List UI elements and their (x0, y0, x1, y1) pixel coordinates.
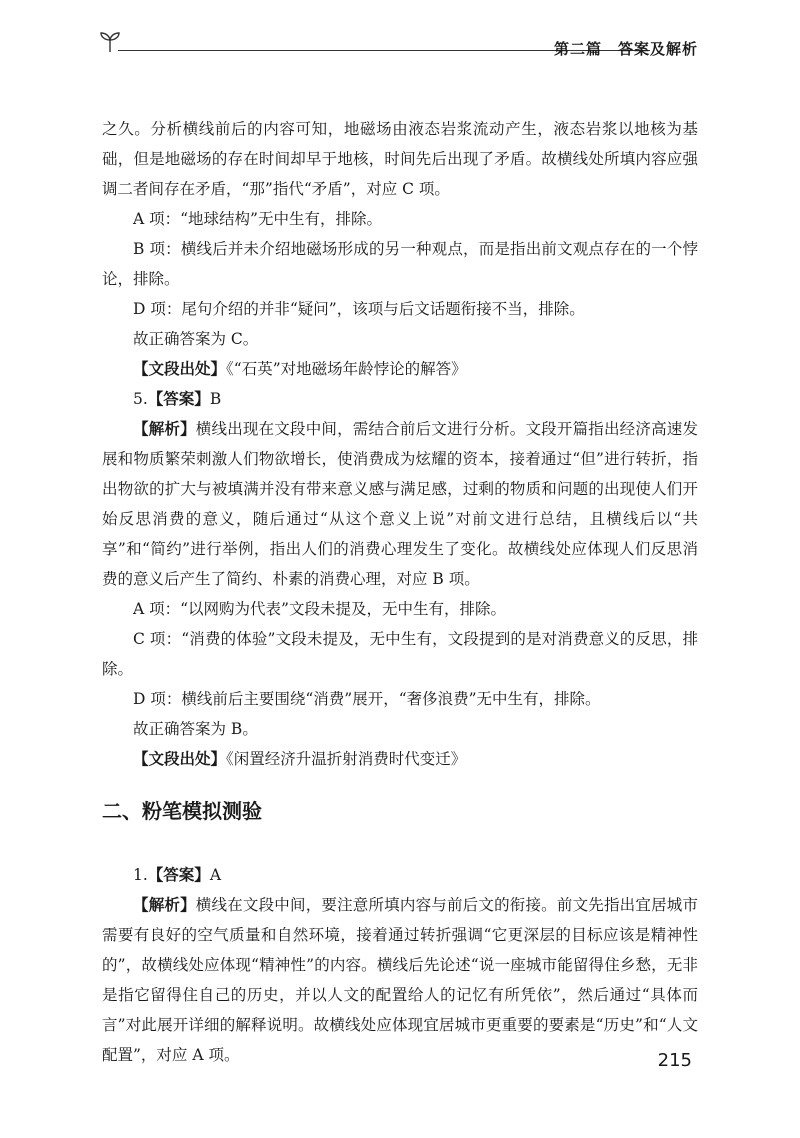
analysis-text: 横线出现在文段中间，需结合前后文进行分析。文段开篇指出经济高速发展和物质繁荣刺激人们物欲增长，使消费成为炫耀的资本，接着通过“但”进行转折，指出物欲的扩大与被填满并没有带来意义感与满足感，过剩的物质和问题的出现使人们开始反思消费的意义，随后通过“从这个意义上说”对前文进行总结，且横线后以“共享”和“简约”进行举例，指出人们的消费心理发生了变化。故横线处应体现人们反思消费的意义后产生了简约、朴素的消费心理，对应 B 项。 (102, 420, 698, 588)
answer-line (102, 384, 698, 414)
page-number: 215 (657, 1050, 692, 1071)
page-content (102, 114, 698, 1070)
analysis-paragraph (102, 414, 698, 594)
question-number: 5. (133, 390, 148, 408)
source-text: 《闲置经济升温折射消费时代变迁》 (226, 750, 467, 768)
source-label: 【文段出处】 (133, 750, 227, 768)
analysis-label: 【解析】 (133, 420, 196, 438)
header-title: 第二篇 答案及解析 (553, 40, 698, 58)
conclusion: 故正确答案为 C。 (133, 330, 259, 348)
source-text: 《“石英”对地磁场年龄悖论的解答》 (226, 360, 467, 378)
option-d-explanation: D 项：横线前后主要围绕“消费”展开，“奢侈浪费”无中生有，排除。 (133, 690, 601, 708)
answer-line (102, 860, 698, 890)
option-d-explanation: D 项：尾句介绍的并非“疑问”，该项与后文话题衔接不当，排除。 (133, 300, 585, 318)
source-line (102, 354, 698, 384)
source-line (102, 744, 698, 774)
option-b-explanation: B 项：横线后并未介绍地磁场形成的另一种观点，而是指出前文观点存在的一个悖论，排除。 (102, 240, 698, 288)
conclusion: 故正确答案为 B。 (133, 720, 258, 738)
answer-label: 【答案】 (147, 866, 210, 884)
answer-value: A (209, 866, 222, 884)
option-a-explanation: A 项：“地球结构”无中生有，排除。 (133, 210, 382, 228)
page-header (98, 28, 698, 58)
option-c-explanation: C 项：“消费的体验”文段未提及，无中生有，文段提到的是对消费意义的反思，排除。 (102, 630, 698, 678)
question-number: 1. (133, 866, 148, 884)
answer-label: 【答案】 (147, 390, 210, 408)
answer-value: B (209, 390, 222, 408)
option-a-explanation: A 项：“以网购为代表”文段未提及，无中生有，排除。 (133, 600, 506, 618)
paragraph: 之久。分析横线前后的内容可知，地磁场由液态岩浆流动产生，液态岩浆以地核为基础，但是地磁场的存在时间却早于地核，时间先后出现了矛盾。故横线处所填内容应强调二者间存在矛盾，“那”指代“矛盾”，对应 C 项。 (102, 120, 698, 198)
analysis-label: 【解析】 (133, 896, 196, 914)
analysis-paragraph (102, 890, 698, 1070)
source-label: 【文段出处】 (133, 360, 227, 378)
analysis-text: 横线在文段中间，要注意所填内容与前后文的衔接。前文先指出宜居城市需要有良好的空气质量和自然环境，接着通过转折强调“它更深层的目标应该是精神性的”，故横线处应体现“精神性”的内容。横线后先论述“说一座城市能留得住乡愁，无非是指它留得住自己的历史，并以人文的配置给人的记忆有所凭依”，然后通过“具体而言”对此展开详细的解释说明。故横线处应体现宜居城市更重要的要素是“历史”和“人文配置”，对应 A 项。 (102, 896, 698, 1064)
section-heading: 二、粉笔模拟测验 (102, 799, 262, 823)
